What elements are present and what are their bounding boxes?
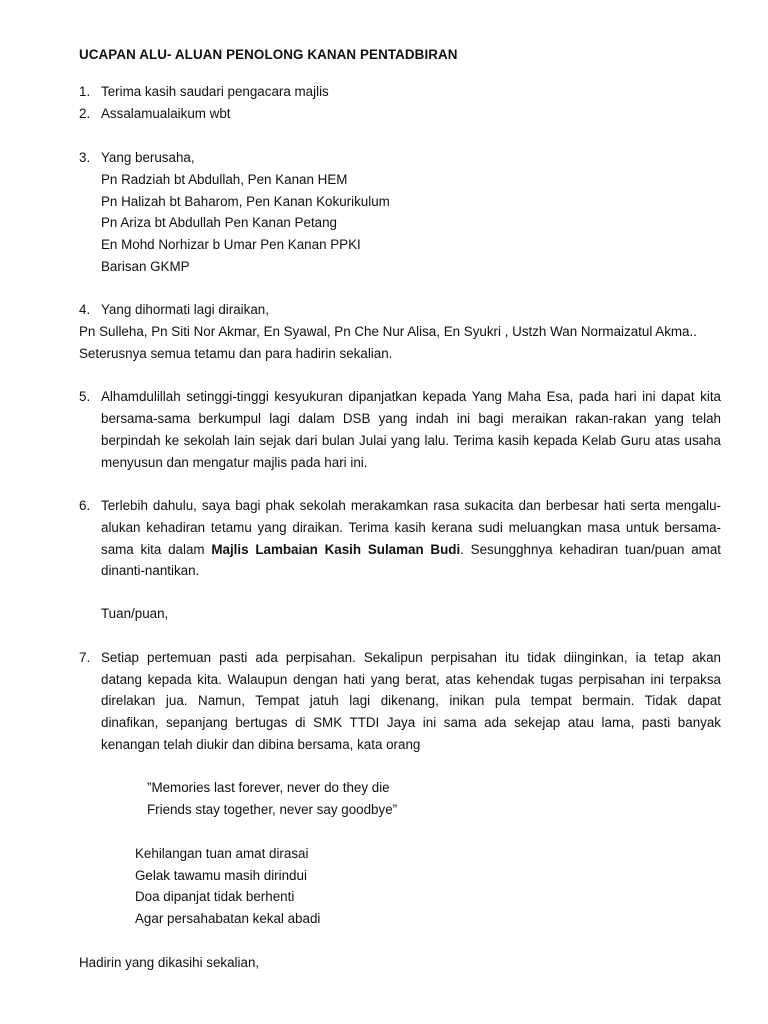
paragraph-6-line: alukan kehadiran tetamu yang diraikan. Terima kasih kerana sudi meluangkan masa untuk bersama- xyxy=(101,520,721,535)
paragraph-5-line: menyusun dan mengatur majlis pada hari ini. xyxy=(101,455,368,470)
salutation: Tuan/puan, xyxy=(101,606,169,621)
item-text-2: Assalamualaikum wbt xyxy=(101,106,231,121)
paragraph-7-line: kenangan telah diukir dan dibina bersama, kata orang xyxy=(101,737,421,752)
item-number-1: 1. xyxy=(79,84,91,99)
poem-line: Doa dipanjat tidak berhenti xyxy=(135,889,295,904)
poem-line: Kehilangan tuan amat dirasai xyxy=(135,846,309,861)
item-3-line: Pn Halizah bt Baharom, Pen Kanan Kokurikulum xyxy=(101,194,390,209)
item-number-6: 6. xyxy=(79,498,91,513)
item-3-line: Pn Ariza bt Abdullah Pen Kanan Petang xyxy=(101,215,338,230)
quote-line: Friends stay together, never say goodbye” xyxy=(147,802,398,817)
item-text-1: Terima kasih saudari pengacara majlis xyxy=(101,84,329,99)
paragraph-5-line: berpindah ke sekolah lain sejak dari bulan Julai yang lalu. Terima kasih kepada Kelab Guru atas usaha xyxy=(101,433,721,448)
paragraph-6-line: Terlebih dahulu, saya bagi phak sekolah merakamkan rasa sukacita dan berbesar hati serta mengalu- xyxy=(101,498,721,513)
paragraph-5-line: bersama-sama berkumpul lagi dalam DSB yang indah ini bagi meraikan rakan-rakan yang telah xyxy=(101,411,721,426)
paragraph-7-line: dinafikan, sepanjang bertugas di SMK TTDI Jaya ini sama ada sekejap atau lama, pasti banyak xyxy=(101,715,721,730)
item-3-line: Barisan GKMP xyxy=(101,259,190,274)
paragraph-6-text: sama kita dalam xyxy=(101,542,212,557)
poem-line: Agar persahabatan kekal abadi xyxy=(135,911,321,926)
event-name: Majlis Lambaian Kasih Sulaman Budi xyxy=(211,542,461,557)
item-number-4: 4. xyxy=(79,302,91,317)
paragraph-6-text: . Sesungghnya kehadiran tuan/puan amat xyxy=(460,542,722,557)
closing-line: Hadirin yang dikasihi sekalian, xyxy=(79,955,260,970)
item-number-5: 5. xyxy=(79,389,91,404)
item-number-7: 7. xyxy=(79,650,91,665)
item-3-line: Pn Radziah bt Abdullah, Pen Kanan HEM xyxy=(101,172,348,187)
paragraph-5-line: Alhamdulillah setinggi-tinggi kesyukuran dipanjatkan kepada Yang Maha Esa, pada hari ini dapat kita xyxy=(101,389,721,404)
poem-line: Gelak tawamu masih dirindui xyxy=(135,868,307,883)
quote-line: ”Memories last forever, never do they die xyxy=(147,780,390,795)
paragraph-6-line: dinanti-nantikan. xyxy=(101,563,200,578)
item-3-line: En Mohd Norhizar b Umar Pen Kanan PPKI xyxy=(101,237,361,252)
item-number-3: 3. xyxy=(79,150,91,165)
item-3-line: Yang berusaha, xyxy=(101,150,195,165)
paragraph-7-line: direlakan jua. Namun, Tempat jatuh lagi dikenang, inikan pula tempat bermain. Tidak dapat xyxy=(101,693,721,708)
item-text-4: Yang dihormati lagi diraikan, xyxy=(101,302,269,317)
paragraph-6-line xyxy=(101,540,721,559)
guest-list-line: Pn Sulleha, Pn Siti Nor Akmar, En Syawal, Pn Che Nur Alisa, En Syukri , Ustzh Wan Normaizatul Akma.. xyxy=(79,324,697,339)
guest-list-line: Seterusnya semua tetamu dan para hadirin sekalian. xyxy=(79,346,393,361)
paragraph-7-line: Setiap pertemuan pasti ada perpisahan. Sekalipun perpisahan itu tidak diinginkan, ia tetap akan xyxy=(101,650,721,665)
paragraph-7-line: datang kepada kita. Walaupun dengan hati yang berat, atas kehendak tugas perpisahan ini terpaksa xyxy=(101,672,721,687)
document-title: UCAPAN ALU- ALUAN PENOLONG KANAN PENTADBIRAN xyxy=(79,47,458,62)
item-number-2: 2. xyxy=(79,106,91,121)
